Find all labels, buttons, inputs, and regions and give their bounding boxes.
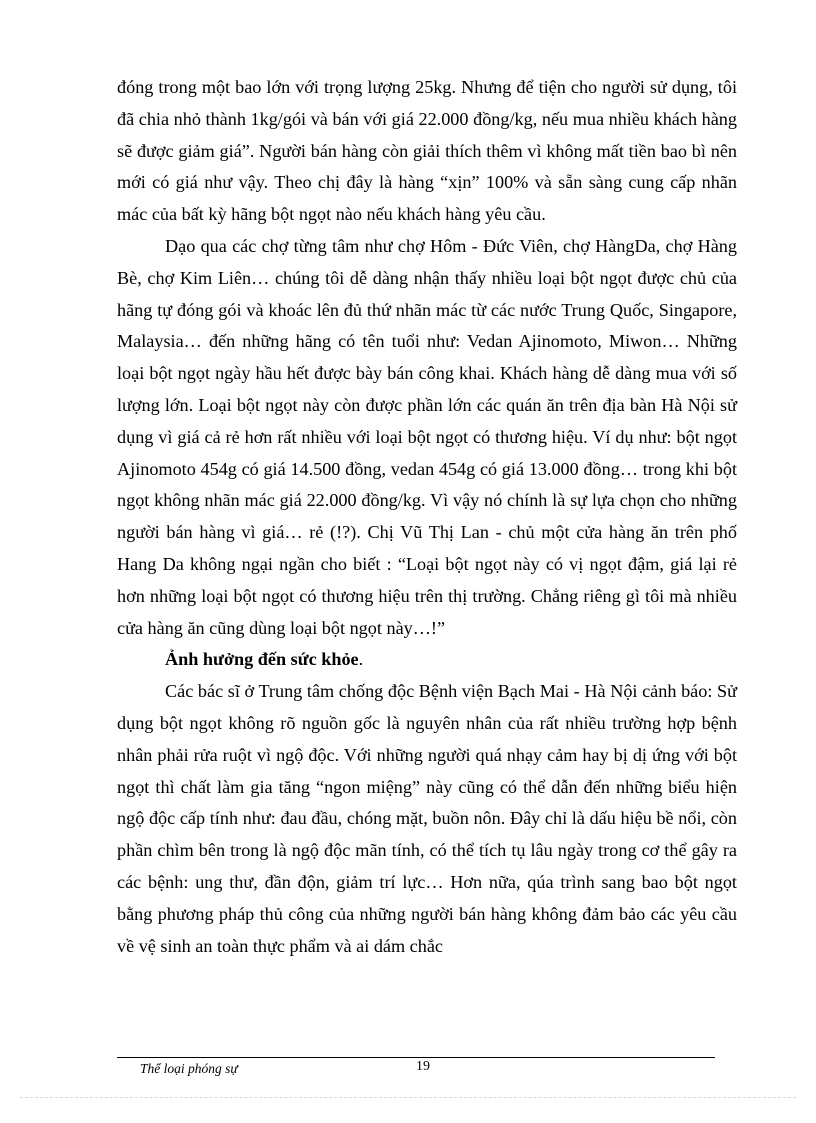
paragraph-2: Dạo qua các chợ từng tâm như chợ Hôm - Đức Viên, chợ HàngDa, chợ Hàng Bè, chợ Kim Liên… chúng tôi dễ dàng nhận thấy nhiều loại bột ngọt được chủ của hãng tự đóng gói và khoác lên đủ thứ nhãn mác từ các nước Trung Quốc, Singapore, Malaysia… đến những hãng có tên tuổi như: Vedan Ajinomoto, Miwon… Những loại bột ngọt ngày hầu hết được bày bán công khai. Khách hàng dễ dàng mua với số lượng lớn. Loại bột ngọt này còn được phần lớn các quán ăn trên địa bàn Hà Nội sử dụng vì giá cả rẻ hơn rất nhiều với loại bột ngọt có thương hiệu. Ví dụ như: bột ngọt Ajinomoto 454g có giá 14.500 đồng, vedan 454g có giá 13.000 đồng… trong khi bột ngọt không nhãn mác giá 22.000 đồng/kg. Vì vậy nó chính là sự lựa chọn cho những người bán hàng vì giá… rẻ (!?). Chị Vũ Thị Lan - chủ một cửa hàng ăn trên phố Hang Da không ngại ngần cho biết : “Loại bột ngọt này có vị ngọt đậm, giá lại rẻ hơn những loại bột ngọt có thương hiệu trên thị trường. Chẳng riêng gì tôi mà nhiều cửa hàng ăn cũng dùng loại bột ngọt này…!” xyxy=(117,235,737,638)
footer-running-title: Thể loại phóng sự xyxy=(140,1061,238,1076)
paragraph-3: Các bác sĩ ở Trung tâm chống độc Bệnh viện Bạch Mai - Hà Nội cảnh báo: Sử dụng bột ngọt không rõ nguồn gốc là nguyên nhân của rất nhiều trường hợp bệnh nhân phải rửa ruột vì ngộ độc. Với những người quá nhạy cảm hay bị dị ứng với bột ngọt thì chất làm gia tăng “ngon miệng” này cũng có thể dẫn đến những biểu hiện ngộ độc cấp tính như: đau đầu, chóng mặt, buồn nôn. Đây chỉ là dấu hiệu bề nổi, còn phần chìm bên trong là ngộ độc mãn tính, có thể tích tụ lâu ngày trong cơ thể gây ra các bệnh: ung thư, đần độn, giảm trí lực… Hơn nữa, qúa trình sang bao bột ngọt bằng phương pháp thủ công của những người bán hàng không đảm bảo các yêu cầu về vệ sinh an toàn thực phẩm và ai dám chắc xyxy=(117,681,737,956)
section-heading-text: Ảnh hưởng đến sức khỏe xyxy=(165,649,359,670)
paragraph-1: đóng trong một bao lớn với trọng lượng 25kg. Nhưng để tiện cho người sử dụng, tôi đã chia nhỏ thành 1kg/gói và bán với giá 22.000 đồng/kg, nếu mua nhiều khách hàng sẽ được giảm giá”. Người bán hàng còn giải thích thêm vì không mất tiền bao bì nên mới có giá như vậy. Theo chị đây là hàng “xịn” 100% và sẵn sàng cung cấp nhãn mác của bất kỳ hãng bột ngọt nào nếu khách hàng yêu cầu. xyxy=(117,77,737,225)
section-heading xyxy=(117,644,737,676)
page-edge-divider xyxy=(20,1097,796,1098)
section-heading-suffix: . xyxy=(358,649,364,670)
document-body xyxy=(117,72,737,962)
page-number: 19 xyxy=(416,1059,430,1074)
